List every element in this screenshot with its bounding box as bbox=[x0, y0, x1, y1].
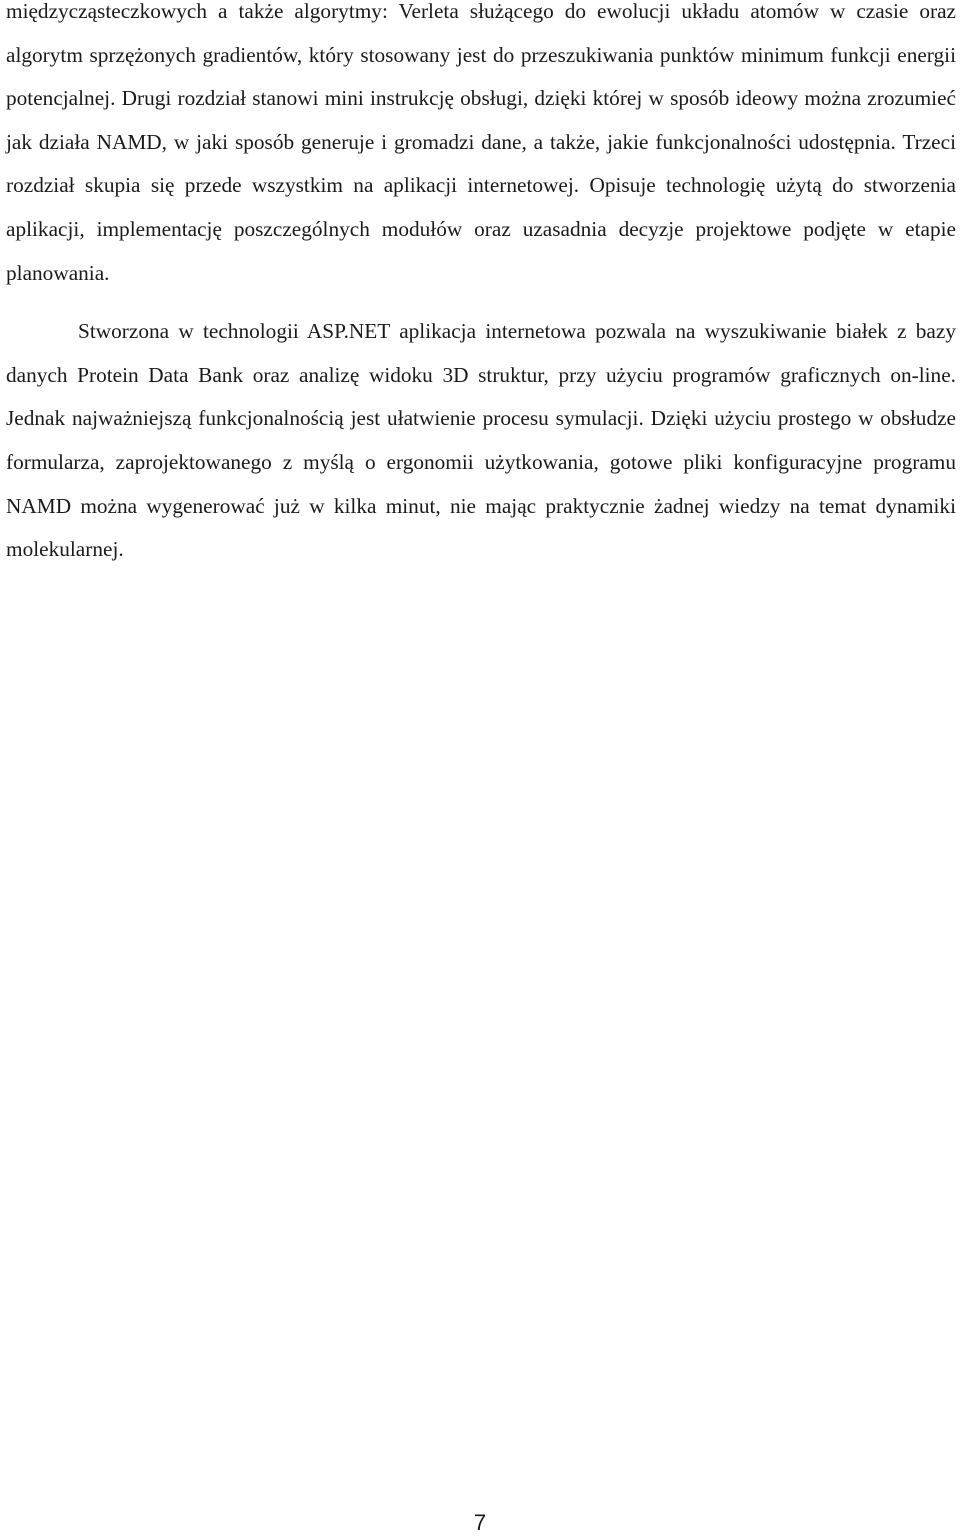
paragraph-application-description: Stworzona w technologii ASP.NET aplikacja internetowa pozwala na wyszukiwanie białek z bazy danych Protein Data Bank oraz analizę widoku 3D struktur, przy użyciu programów graficznych on-line. Jednak najważniejszą funkcjonalnością jest ułatwienie procesu symulacji. Dzięki użyciu prostego w obsłudze formularza, zaprojektowanego z myślą o ergonomii użytkowania, gotowe pliki konfiguracyjne programu NAMD można wygenerować już w kilka minut, nie mając praktycznie żadnej wiedzy na temat dynamiki molekularnej. bbox=[6, 319, 956, 562]
page-number: 7 bbox=[473, 1510, 487, 1535]
body-text bbox=[6, 0, 956, 572]
paragraph-intro-chapters: międzycząsteczkowych a także algorytmy: Verleta służącego do ewolucji układu atomów w czasie oraz algorytm sprzężonych gradientów, który stosowany jest do przeszukiwania punktów minimum funkcji energii potencjalnej. Drugi rozdział stanowi mini instrukcję obsługi, dzięki której w sposób ideowy można zrozumieć jak działa NAMD, w jaki sposób generuje i gromadzi dane, a także, jakie funkcjonalności udostępnia. Trzeci rozdział skupia się przede wszystkim na aplikacji internetowej. Opisuje technologię użytą do stworzenia aplikacji, implementację poszczególnych modułów oraz uzasadnia decyzje projektowe podjęte w etapie planowania. bbox=[6, 0, 956, 285]
